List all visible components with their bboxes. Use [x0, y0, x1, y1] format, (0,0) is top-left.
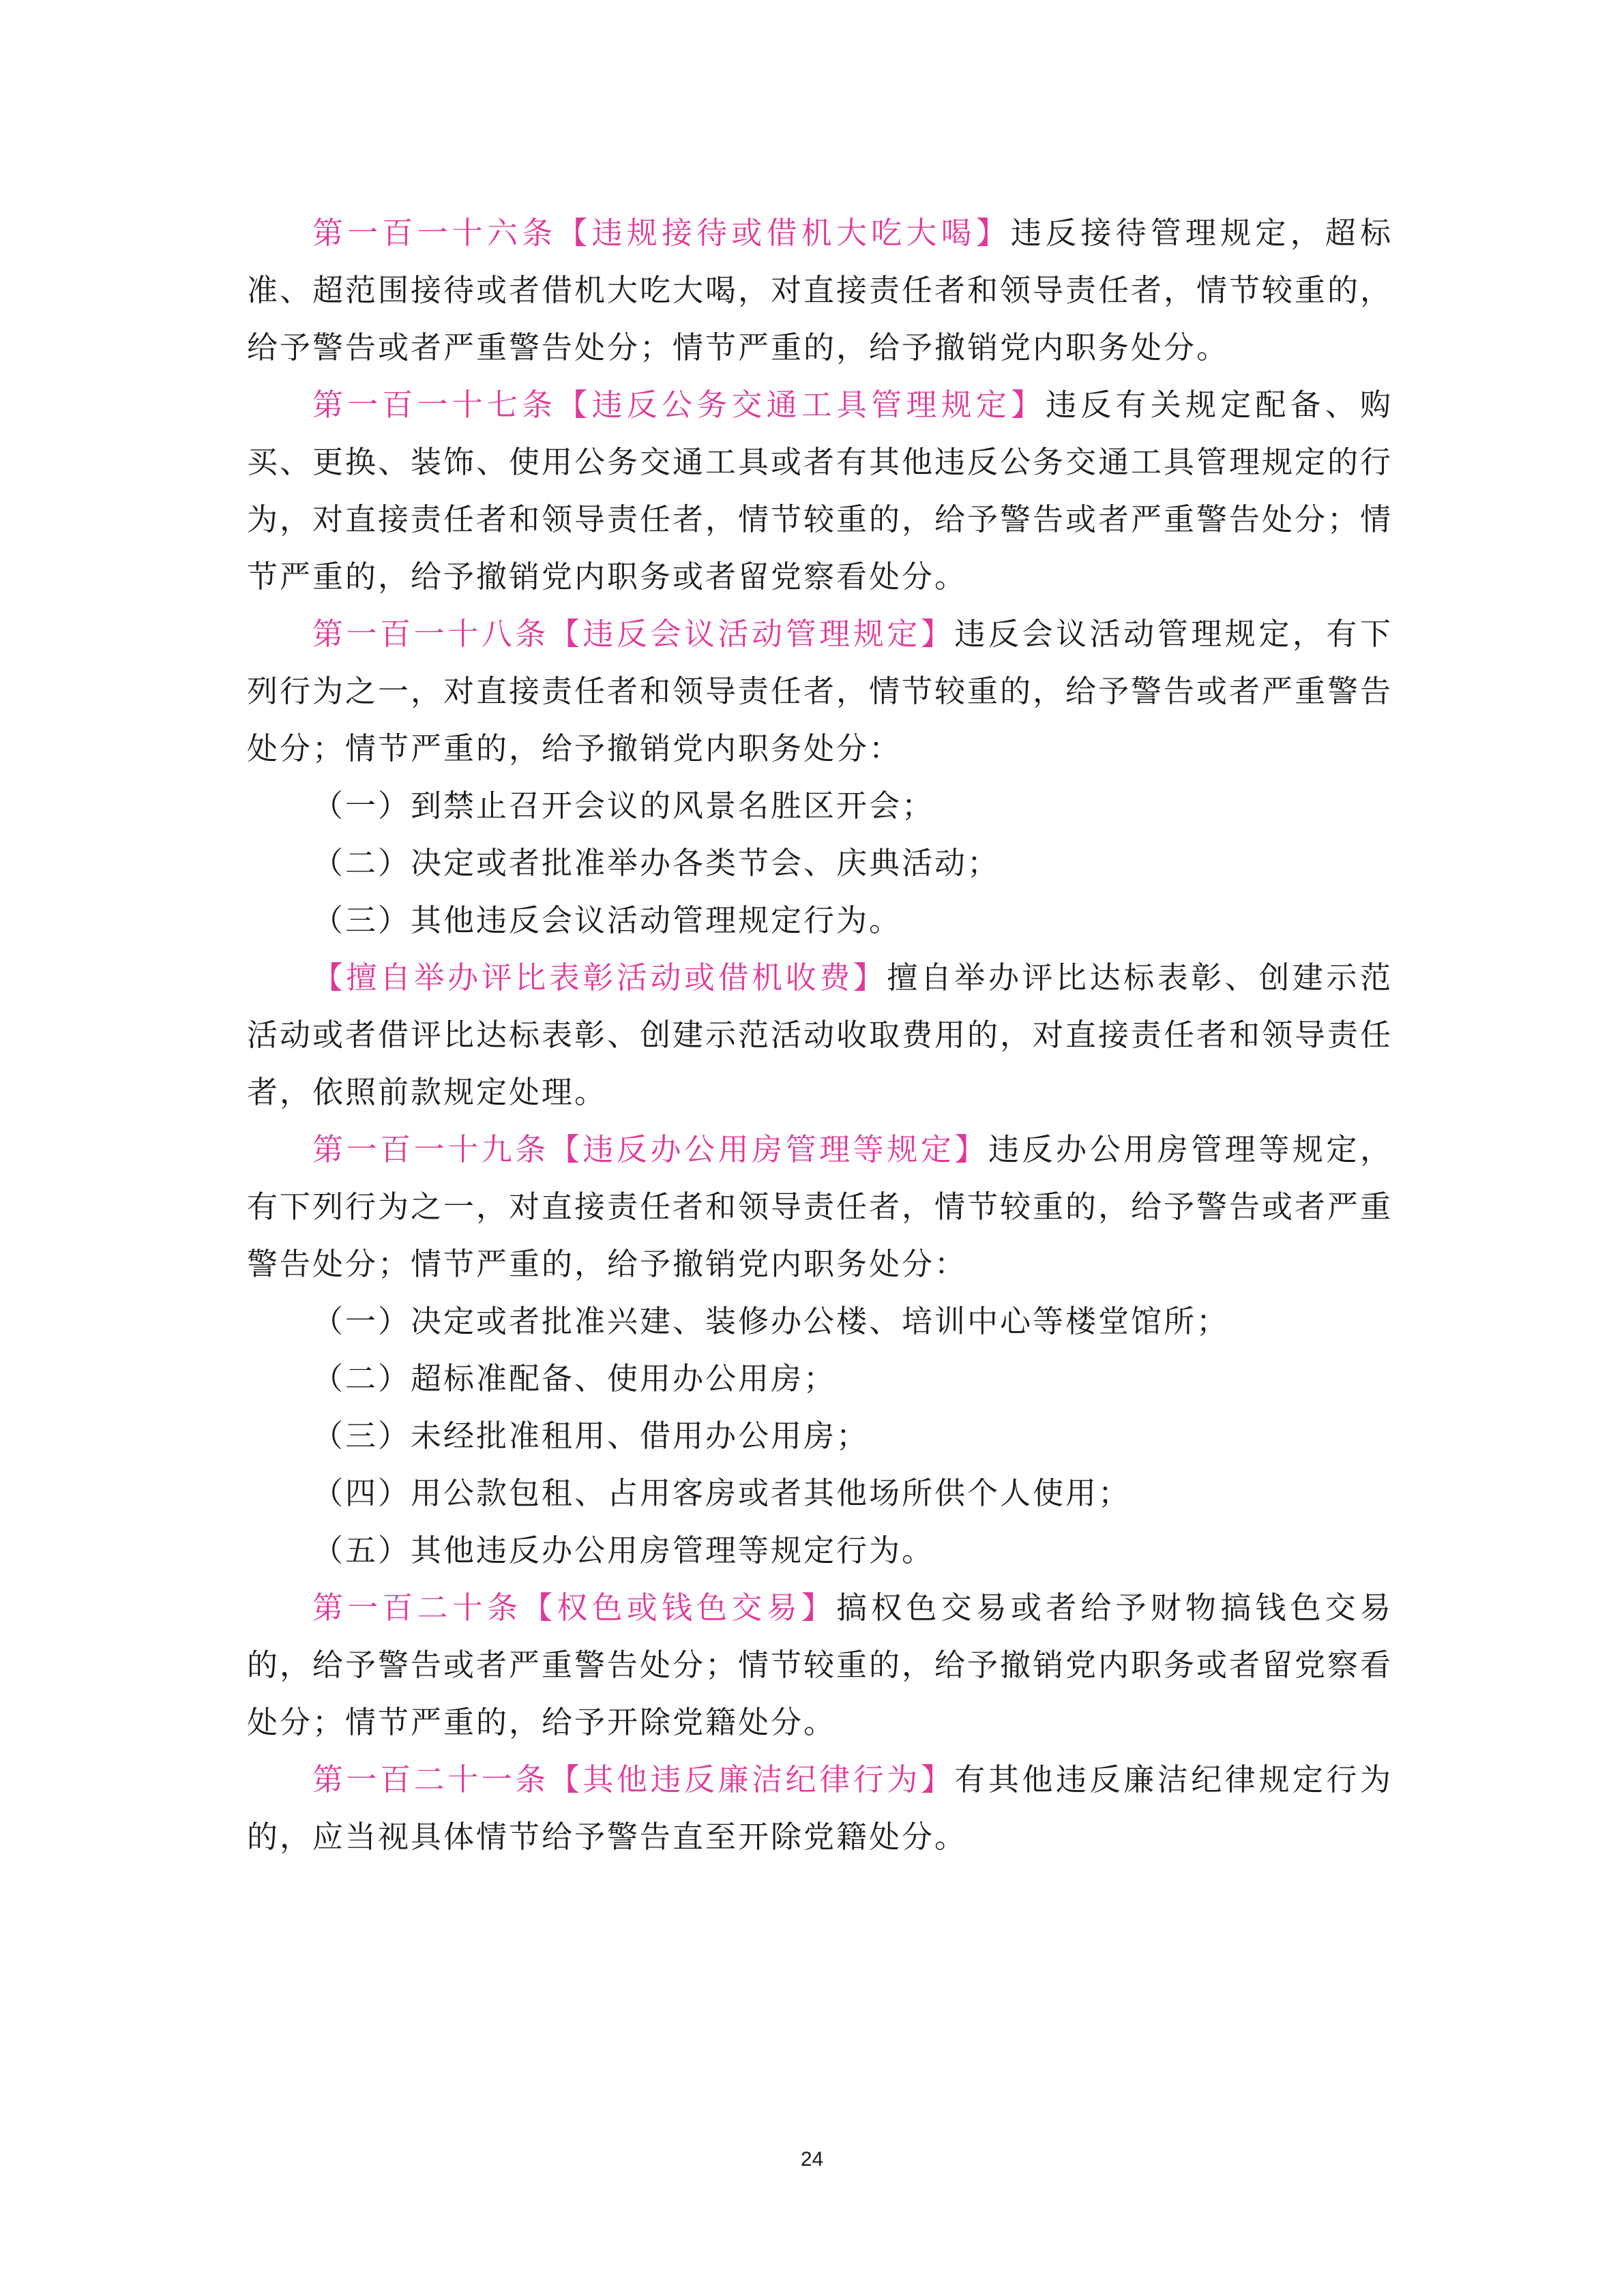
article-heading: 第一百一十六条【违规接待或借机大吃大喝】 — [312, 215, 1011, 251]
document-body — [247, 205, 1393, 1866]
article-heading: 第一百一十八条【违反会议活动管理规定】 — [312, 616, 955, 652]
list-item: （二）超标准配备、使用办公用房； — [312, 1360, 837, 1397]
article-121 — [247, 1751, 1393, 1866]
article-heading: 第一百一十九条【违反办公用房管理等规定】 — [312, 1131, 988, 1167]
article-116 — [247, 205, 1393, 376]
clause-text: 擅自举办评比达标表彰、创建示范活动或者借评比达标表彰、创建示范活动收取费用的，对直接责任者和领导责任者，依照前款规定处理。 — [247, 959, 1393, 1110]
list-item: （四）用公款包租、占用客房或者其他场所供个人使用； — [312, 1475, 1132, 1511]
article-text: 搞权色交易或者给予财物搞钱色交易的，给予警告或者严重警告处分；情节较重的，给予撤销党内职务或者留党察看处分；情节严重的，给予开除党籍处分。 — [247, 1590, 1393, 1740]
article-text: 违反办公用房管理等规定，有下列行为之一，对直接责任者和领导责任者，情节较重的，给予警告或者严重警告处分；情节严重的，给予撤销党内职务处分： — [247, 1131, 1393, 1282]
list-item: （二）决定或者批准举办各类节会、庆典活动； — [312, 845, 1001, 881]
article-118-clause-2 — [247, 949, 1393, 1121]
article-text: 有其他违反廉洁纪律规定行为的，应当视具体情节给予警告直至开除党籍处分。 — [247, 1761, 1393, 1855]
article-118 — [247, 606, 1393, 777]
list-item: （三）其他违反会议活动管理规定行为。 — [312, 902, 902, 938]
article-text: 违反有关规定配备、购买、更换、装饰、使用公务交通工具或者有其他违反公务交通工具管理规定的行为，对直接责任者和领导责任者，情节较重的，给予警告或者严重警告处分；情节严重的，给予撤销党内职务或者留党察看处分。 — [247, 387, 1393, 595]
article-heading: 第一百二十条【权色或钱色交易】 — [312, 1590, 836, 1626]
clause-heading: 【擅自举办评比表彰活动或借机收费】 — [312, 959, 887, 996]
article-heading: 第一百一十七条【违反公务交通工具管理规定】 — [312, 387, 1046, 423]
article-117 — [247, 376, 1393, 606]
list-item: （三）未经批准租用、借用办公用房； — [312, 1418, 870, 1454]
article-120 — [247, 1579, 1393, 1751]
list-item: （一）到禁止召开会议的风景名胜区开会； — [312, 788, 935, 824]
page-number: 24 — [800, 2148, 824, 2171]
article-heading: 第一百二十一条【其他违反廉洁纪律行为】 — [312, 1761, 955, 1798]
article-text: 违反接待管理规定，超标准、超范围接待或者借机大吃大喝，对直接责任者和领导责任者，情节较重的，给予警告或者严重警告处分；情节严重的，给予撤销党内职务处分。 — [247, 215, 1393, 366]
list-item: （一）决定或者批准兴建、装修办公楼、培训中心等楼堂馆所； — [312, 1303, 1230, 1339]
article-text: 违反会议活动管理规定，有下列行为之一，对直接责任者和领导责任者，情节较重的，给予警告或者严重警告处分；情节严重的，给予撤销党内职务处分： — [247, 616, 1393, 766]
list-item: （五）其他违反办公用房管理等规定行为。 — [312, 1532, 935, 1568]
article-119 — [247, 1121, 1393, 1293]
